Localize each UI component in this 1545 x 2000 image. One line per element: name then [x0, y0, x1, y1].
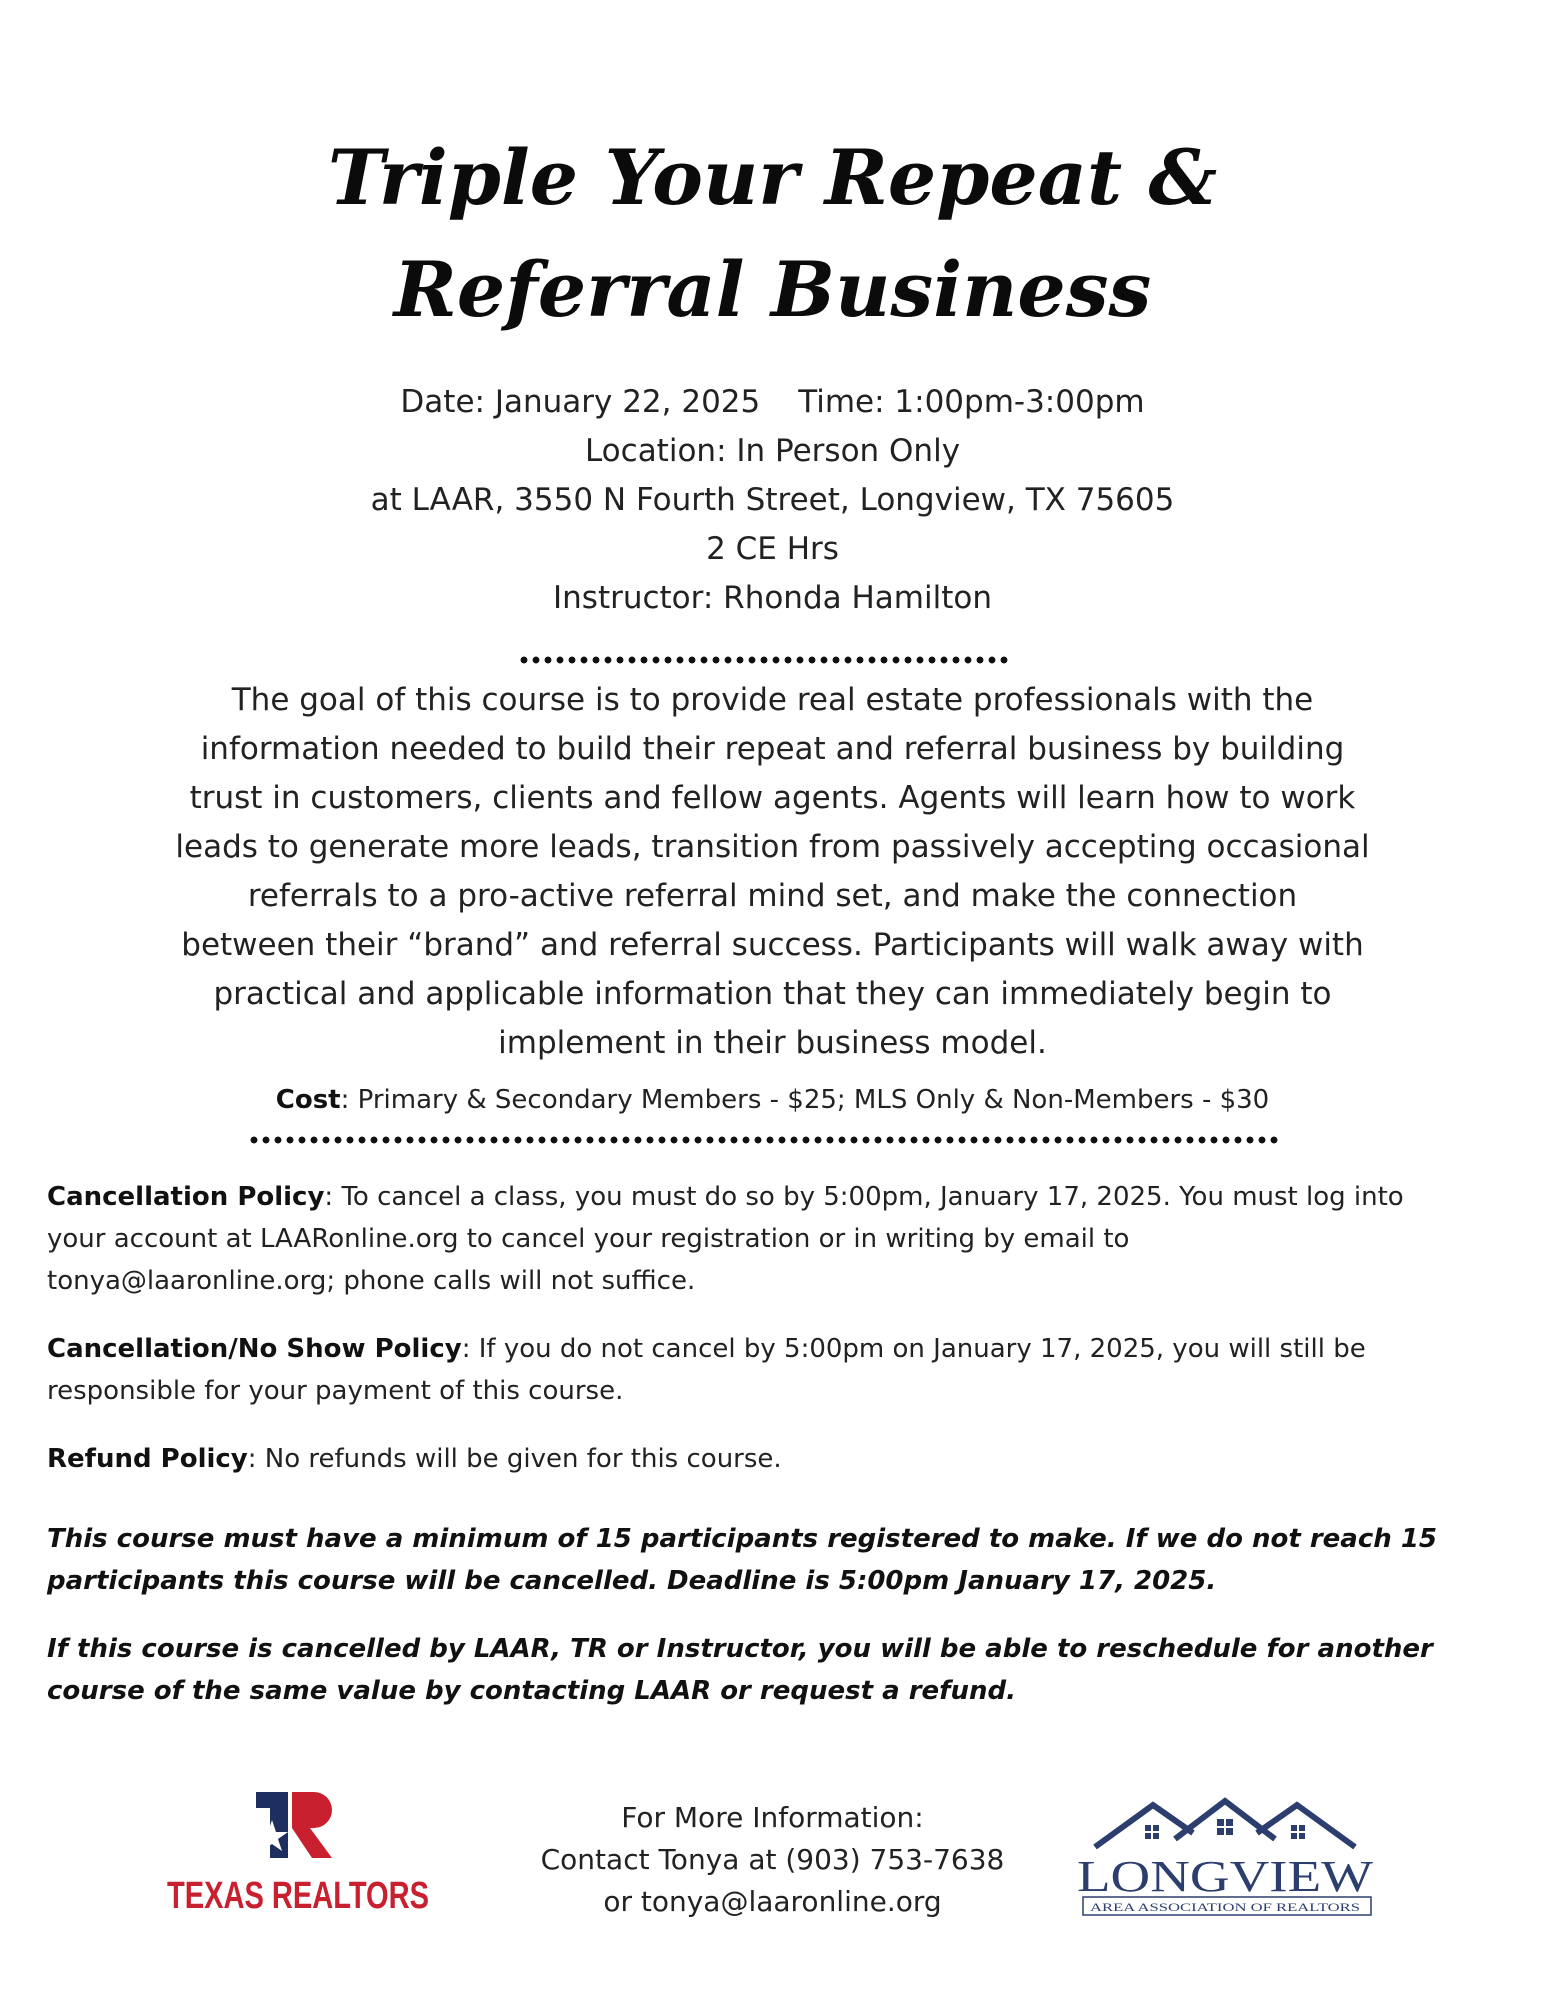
refund-policy-text: : No refunds will be given for this course. — [247, 1444, 782, 1474]
description-line: information needed to build their repeat and referral business by building — [200, 731, 1345, 767]
event-date: Date: January 22, 2025 — [400, 384, 761, 420]
cost-text: : Primary & Secondary Members - $25; MLS Only & Non-Members - $30 — [340, 1085, 1270, 1115]
cancellation-policy-label: Cancellation Policy — [47, 1182, 325, 1212]
house-roofline-icon — [1095, 1801, 1355, 1847]
contact-email: or tonya@laaronline.org — [603, 1885, 942, 1918]
description-line: practical and applicable information that they can immediately begin to — [213, 976, 1332, 1012]
dotted-divider-bottom — [248, 1136, 1280, 1144]
page-title — [0, 122, 1545, 346]
description-line: implement in their business model. — [498, 1025, 1047, 1061]
cancellation-policy-text: your account at LAARonline.org to cancel your registration or in writing by email to — [47, 1224, 1130, 1254]
notice-line: If this course is cancelled by LAAR, TR or Instructor, you will be able to reschedule for another — [47, 1634, 1433, 1664]
laar-logo-wordmark: LONGVIEW — [1077, 1852, 1374, 1901]
event-ce-hours: 2 CE Hrs — [706, 531, 839, 567]
notice-line: participants this course will be cancelled. Deadline is 5:00pm January 17, 2025. — [47, 1566, 1217, 1596]
cost-label: Cost — [275, 1085, 341, 1115]
description-line: leads to generate more leads, transition from passively accepting occasional — [175, 829, 1370, 865]
contact-heading: For More Information: — [621, 1801, 924, 1834]
description-line: referrals to a pro-active referral mind set, and make the connection — [247, 878, 1298, 914]
reschedule-notice — [47, 1628, 1497, 1712]
no-show-policy-label: Cancellation/No Show Policy — [47, 1334, 462, 1364]
cancellation-policy-text: tonya@laaronline.org; phone calls will not suffice. — [47, 1266, 696, 1296]
cancellation-policy — [47, 1176, 1497, 1302]
minimum-participants-notice — [47, 1518, 1497, 1602]
notice-line: course of the same value by contacting LAAR or request a refund. — [47, 1676, 1016, 1706]
description-line: The goal of this course is to provide real estate professionals with the — [231, 682, 1314, 718]
event-address: at LAAR, 3550 N Fourth Street, Longview, TX 75605 — [370, 482, 1175, 518]
title-line-1: Triple Your Repeat & — [327, 133, 1218, 222]
date-time-row — [0, 378, 1545, 427]
contact-phone: Contact Tonya at (903) 753-7638 — [540, 1843, 1005, 1876]
event-time: Time: 1:00pm-3:00pm — [798, 384, 1145, 420]
event-instructor: Instructor: Rhonda Hamilton — [553, 580, 992, 616]
course-description — [120, 676, 1425, 1068]
description-line: between their “brand” and referral success. Participants will walk away with — [181, 927, 1364, 963]
tr-logo-wordmark: TEXAS REALTORS — [167, 1875, 429, 1917]
title-line-2: Referral Business — [393, 245, 1152, 334]
event-details — [0, 378, 1545, 623]
no-show-policy — [47, 1328, 1497, 1412]
cancellation-policy-text: : To cancel a class, you must do so by 5:00pm, January 17, 2025. You must log into — [324, 1182, 1404, 1212]
window-icons — [1145, 1819, 1305, 1839]
event-location: Location: In Person Only — [584, 433, 961, 469]
refund-policy — [47, 1438, 1497, 1480]
notice-line: This course must have a minimum of 15 participants registered to make. If we do not reach 15 — [47, 1524, 1438, 1554]
description-line: trust in customers, clients and fellow agents. Agents will learn how to work — [189, 780, 1356, 816]
no-show-policy-text: : If you do not cancel by 5:00pm on January 17, 2025, you will still be — [461, 1334, 1366, 1364]
refund-policy-label: Refund Policy — [47, 1444, 248, 1474]
longview-laar-logo — [1075, 1795, 1395, 1925]
policies-section — [47, 1176, 1497, 1738]
laar-logo-subtext: AREA ASSOCIATION OF REALTORS — [1090, 1900, 1360, 1914]
dotted-divider-top — [518, 656, 1010, 664]
no-show-policy-text: responsible for your payment of this course. — [47, 1376, 624, 1406]
cost-line — [0, 1080, 1545, 1120]
